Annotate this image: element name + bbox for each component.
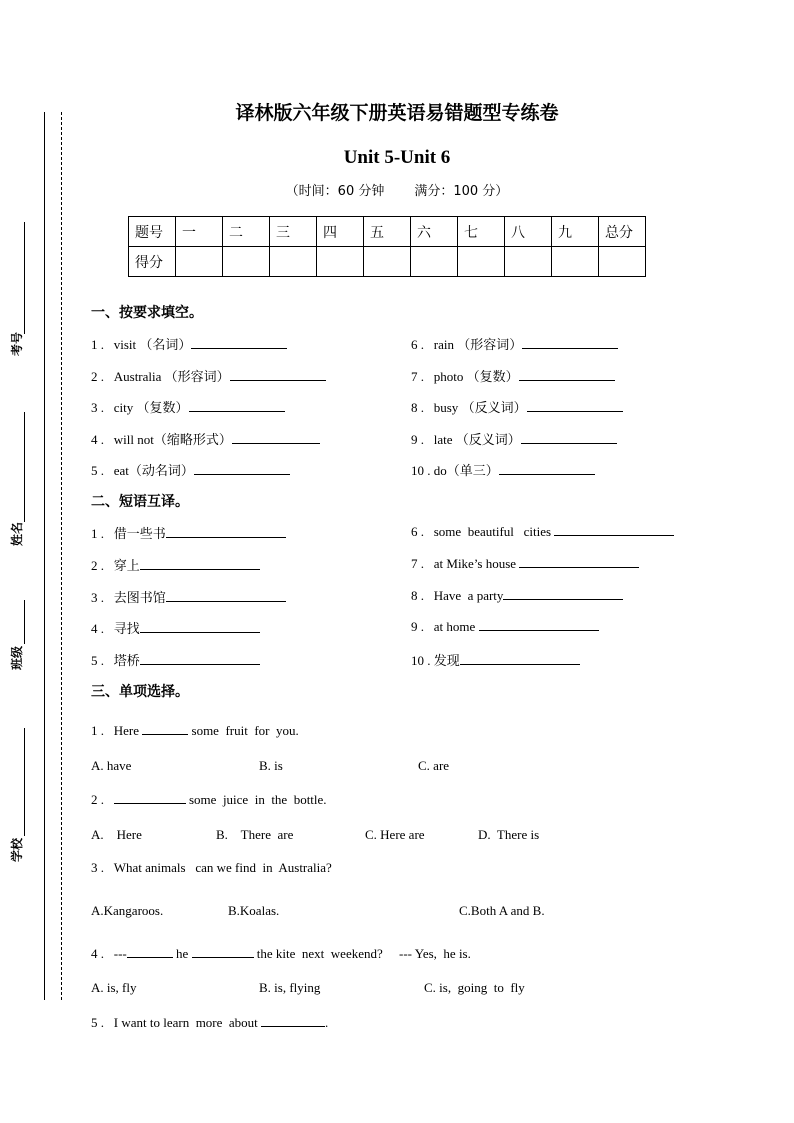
score-input-cell[interactable] xyxy=(411,247,458,277)
table-cell: 得分 xyxy=(129,247,176,277)
score-table-header-row xyxy=(129,217,646,247)
s2-question-4: 4 . 寻找 xyxy=(91,618,260,637)
s3-q2-option-b[interactable]: B. There are xyxy=(216,827,294,842)
s3-question-3: 3 . What animals can we find in Australia? xyxy=(91,860,332,875)
s2-question-6: 6 . some beautiful cities xyxy=(411,523,674,540)
score-table-score-row xyxy=(129,247,646,277)
table-cell: 三 xyxy=(270,217,317,247)
answer-blank[interactable] xyxy=(140,557,260,570)
s3-question-2: 2 . some juice in the bottle. xyxy=(91,792,327,807)
answer-blank[interactable] xyxy=(194,462,290,475)
s3-q3-option-a[interactable]: A.Kangaroos. xyxy=(91,903,164,918)
score-input-cell[interactable] xyxy=(223,247,270,277)
table-cell: 总分 xyxy=(599,217,646,247)
s1-question-8: 8 . busy （反义词） xyxy=(411,397,623,416)
answer-blank[interactable] xyxy=(522,336,618,349)
s3-q1-option-b[interactable]: B. is xyxy=(259,758,283,773)
s1-question-10: 10 . do（单三） xyxy=(411,460,595,479)
score-input-cell[interactable] xyxy=(599,247,646,277)
table-cell: 八 xyxy=(505,217,552,247)
page-title: 译林版六年级下册英语易错题型专练卷 xyxy=(235,102,559,124)
s3-q4-option-b[interactable]: B. is, flying xyxy=(259,980,321,995)
answer-blank[interactable] xyxy=(140,652,260,665)
binding-line-dashed xyxy=(61,112,62,1000)
s1-question-2: 2 . Australia （形容词） xyxy=(91,366,326,385)
class-label: 班级 xyxy=(10,645,24,670)
s3-q3-option-b[interactable]: B.Koalas. xyxy=(228,903,280,918)
table-cell: 题号 xyxy=(129,217,176,247)
answer-blank[interactable] xyxy=(140,620,260,633)
answer-blank[interactable] xyxy=(166,525,286,538)
s2-question-2: 2 . 穿上 xyxy=(91,555,260,574)
table-cell: 九 xyxy=(552,217,599,247)
table-cell: 二 xyxy=(223,217,270,247)
score-input-cell[interactable] xyxy=(317,247,364,277)
time-score-line xyxy=(0,180,794,199)
s3-q1-option-c[interactable]: C. are xyxy=(418,758,450,773)
exam-number-blank xyxy=(24,222,25,334)
s3-q4-option-a[interactable]: A. is, fly xyxy=(91,980,137,995)
s1-question-5: 5 . eat（动名词） xyxy=(91,460,290,479)
s2-question-7: 7 . at Mike’s house xyxy=(411,555,639,572)
table-cell: 六 xyxy=(411,217,458,247)
answer-blank[interactable] xyxy=(261,1014,325,1027)
s2-question-10: 10 . 发现 xyxy=(411,650,580,669)
s3-question-4: 4 . --- he the kite next weekend? --- Yes, he is. xyxy=(91,946,471,961)
s1-question-9: 9 . late （反义词） xyxy=(411,429,617,448)
s1-question-4: 4 . will not（缩略形式） xyxy=(91,429,320,448)
name-label: 姓名 xyxy=(10,521,24,546)
answer-blank[interactable] xyxy=(519,368,615,381)
school-label: 学校 xyxy=(10,837,24,862)
s3-question-5: 5 . I want to learn more about . xyxy=(91,1015,329,1030)
s2-question-8: 8 . Have a party xyxy=(411,587,623,604)
s3-q4-option-c[interactable]: C. is, going to fly xyxy=(424,980,525,995)
school-blank xyxy=(24,728,25,836)
answer-blank[interactable] xyxy=(460,652,580,665)
answer-blank[interactable] xyxy=(189,399,285,412)
table-cell: 七 xyxy=(458,217,505,247)
answer-blank[interactable] xyxy=(554,523,674,536)
s2-question-1: 1 . 借一些书 xyxy=(91,523,286,542)
time-limit: （时间：60 分钟 xyxy=(285,184,385,199)
s1-question-7: 7 . photo （复数） xyxy=(411,366,615,385)
class-blank xyxy=(24,600,25,644)
page-subtitle: Unit 5-Unit 6 xyxy=(343,147,451,168)
s3-q2-option-d[interactable]: D. There is xyxy=(478,827,540,842)
answer-blank[interactable] xyxy=(114,791,186,804)
answer-blank[interactable] xyxy=(232,431,320,444)
answer-blank[interactable] xyxy=(503,587,623,600)
score-input-cell[interactable] xyxy=(458,247,505,277)
exam-number-label: 考号 xyxy=(10,331,24,356)
binding-line-outer xyxy=(44,112,45,1000)
s3-q3-option-c[interactable]: C.Both A and B. xyxy=(459,903,545,918)
answer-blank[interactable] xyxy=(192,945,254,958)
s2-question-5: 5 . 塔桥 xyxy=(91,650,260,669)
s3-question-1: 1 . Here some fruit for you. xyxy=(91,723,299,738)
score-input-cell[interactable] xyxy=(176,247,223,277)
answer-blank[interactable] xyxy=(142,722,188,735)
s2-question-9: 9 . at home xyxy=(411,618,599,635)
answer-blank[interactable] xyxy=(479,618,599,631)
score-input-cell[interactable] xyxy=(270,247,317,277)
score-input-cell[interactable] xyxy=(552,247,599,277)
section-2-heading: 二、短语互译。 xyxy=(91,494,189,510)
section-3-heading: 三、单项选择。 xyxy=(91,684,189,700)
answer-blank[interactable] xyxy=(166,589,286,602)
s3-q2-option-c[interactable]: C. Here are xyxy=(365,827,425,842)
full-score: 满分：100 分） xyxy=(414,184,509,199)
answer-blank[interactable] xyxy=(499,462,595,475)
answer-blank[interactable] xyxy=(230,368,326,381)
table-cell: 五 xyxy=(364,217,411,247)
answer-blank[interactable] xyxy=(127,945,173,958)
score-input-cell[interactable] xyxy=(364,247,411,277)
score-table xyxy=(128,216,646,277)
s2-question-3: 3 . 去图书馆 xyxy=(91,587,286,606)
s3-q1-option-a[interactable]: A. have xyxy=(91,758,132,773)
s1-question-1: 1 . visit （名词） xyxy=(91,334,287,353)
section-1-heading: 一、按要求填空。 xyxy=(91,305,203,321)
name-blank xyxy=(24,412,25,522)
answer-blank[interactable] xyxy=(191,336,287,349)
score-input-cell[interactable] xyxy=(505,247,552,277)
s1-question-6: 6 . rain （形容词） xyxy=(411,334,618,353)
s3-q2-option-a[interactable]: A. Here xyxy=(91,827,142,842)
table-cell: 四 xyxy=(317,217,364,247)
answer-blank[interactable] xyxy=(521,431,617,444)
answer-blank[interactable] xyxy=(527,399,623,412)
answer-blank[interactable] xyxy=(519,555,639,568)
s1-question-3: 3 . city （复数） xyxy=(91,397,285,416)
table-cell: 一 xyxy=(176,217,223,247)
